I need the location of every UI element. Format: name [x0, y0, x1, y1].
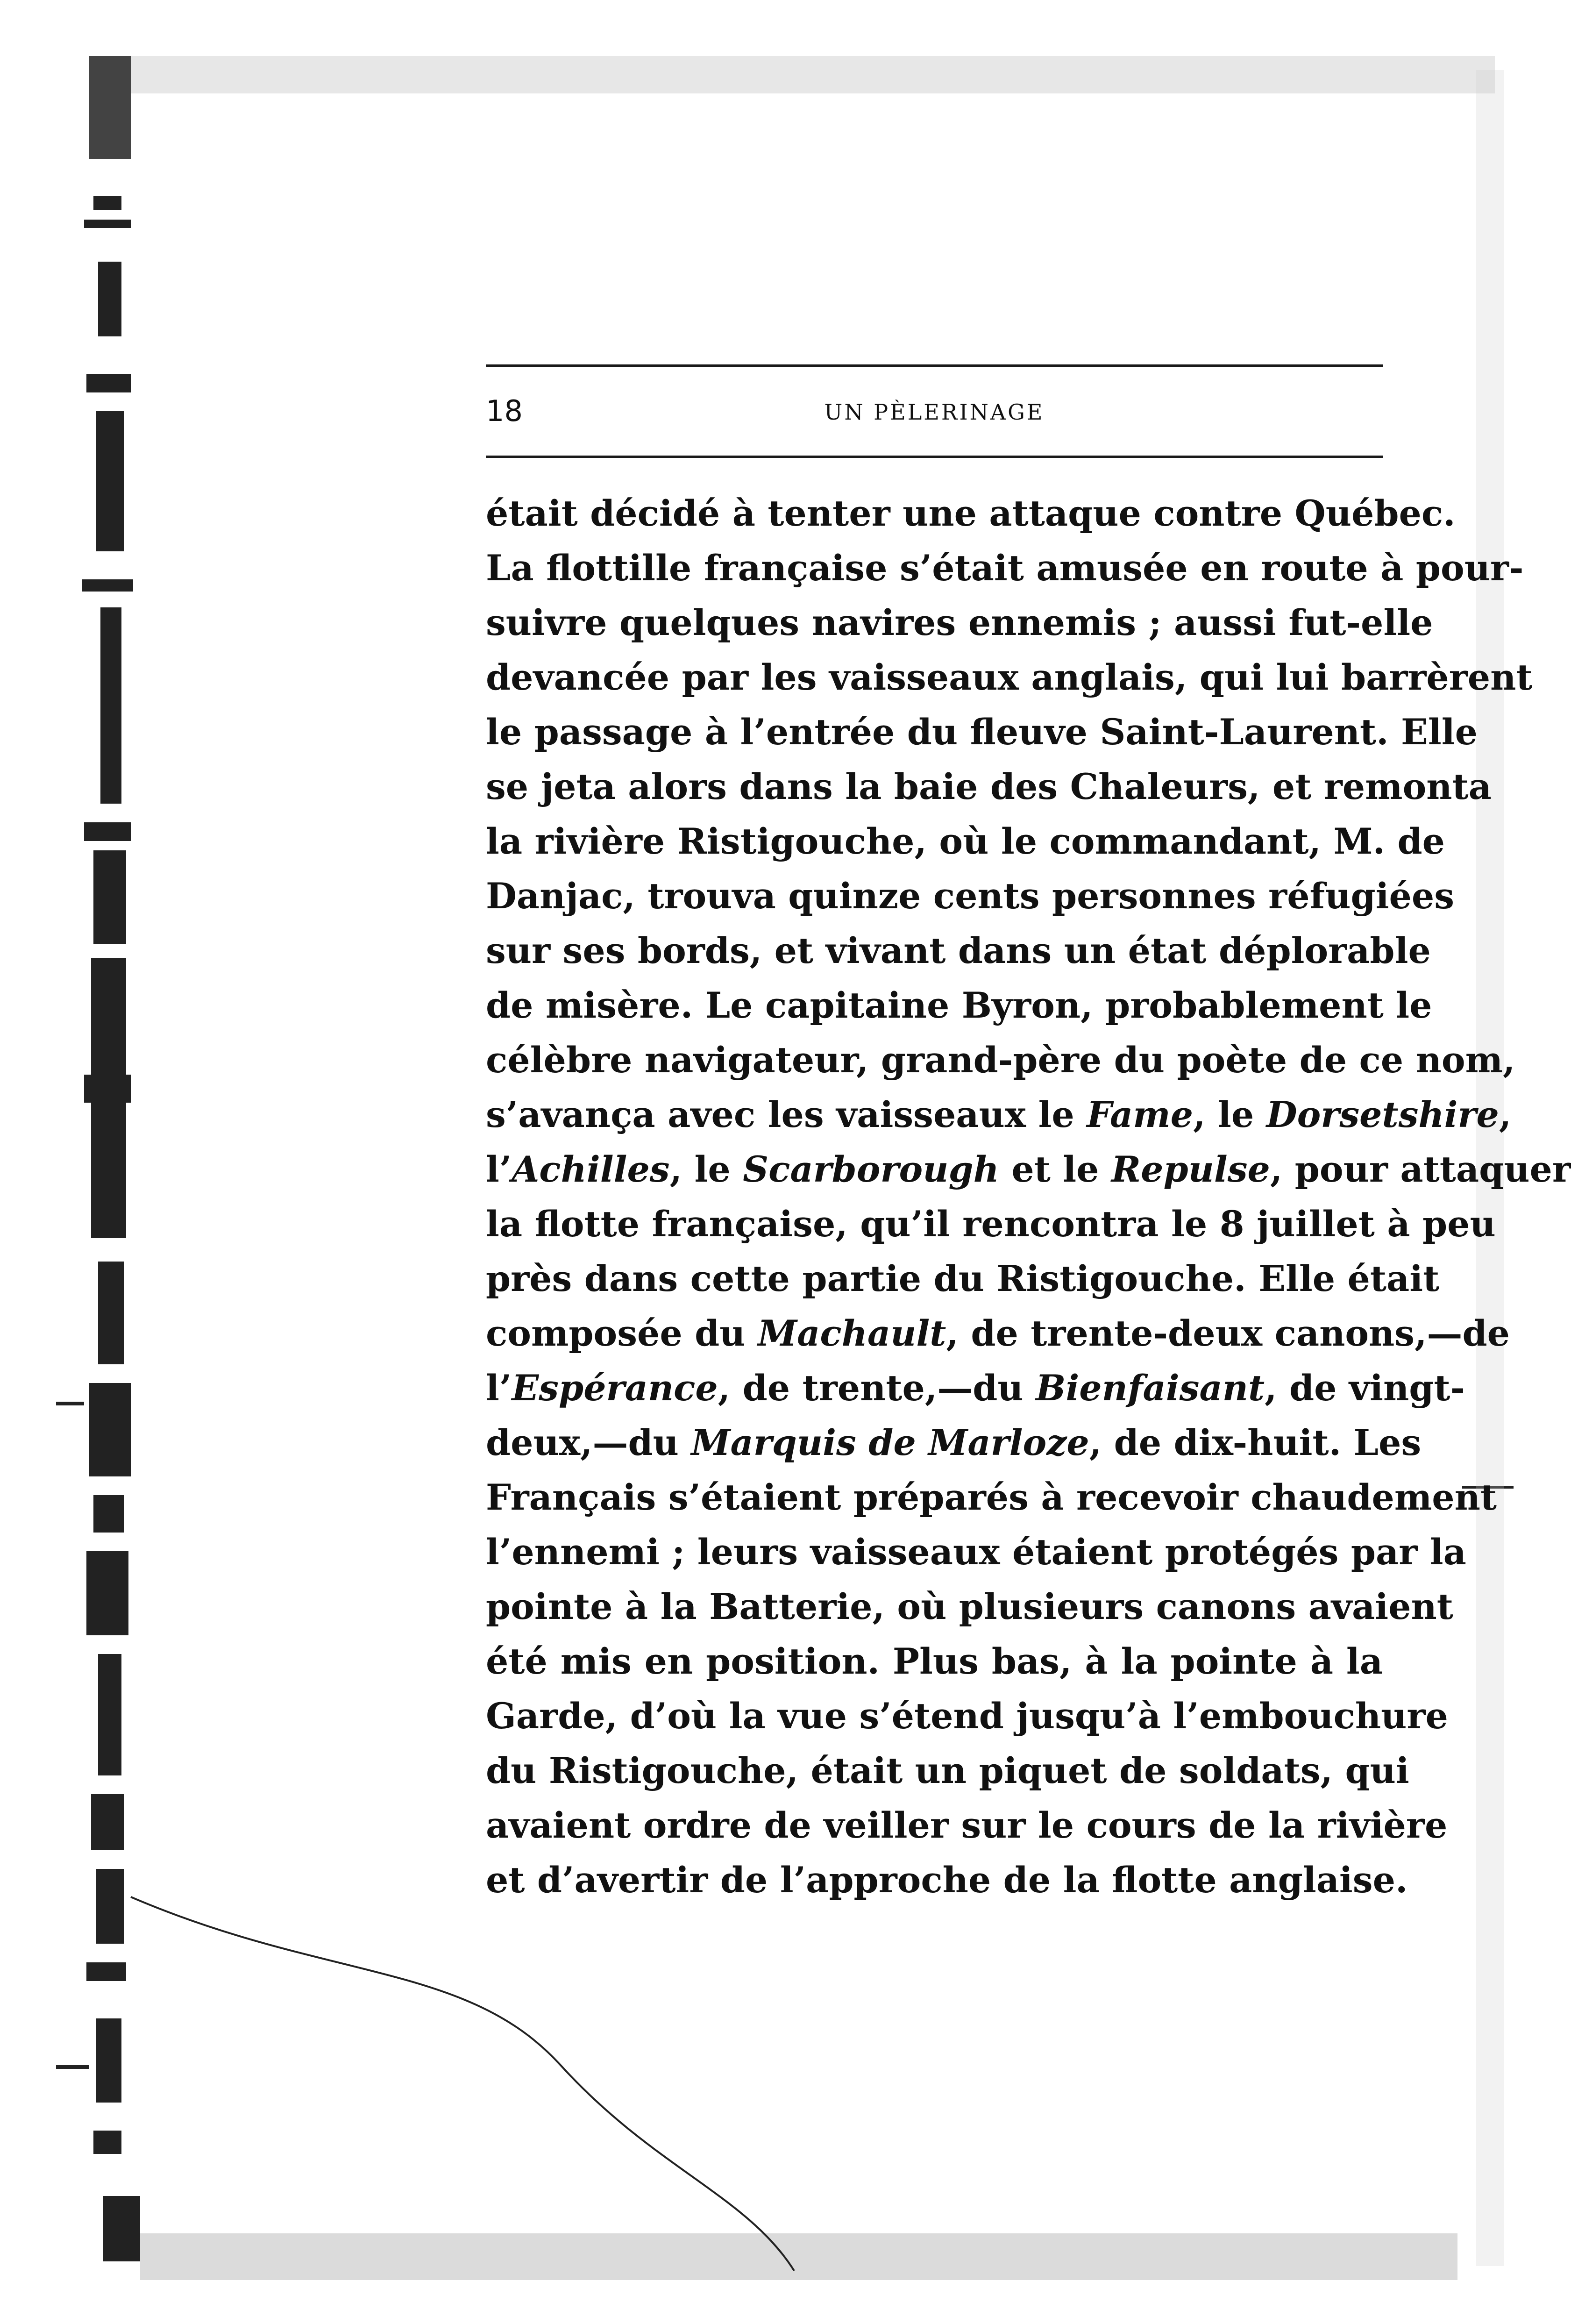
text-run: l’ennemi ; leurs vaisseaux étaient protégés par la — [486, 1531, 1466, 1573]
text-line — [486, 1525, 1466, 1579]
text-line — [486, 1197, 1496, 1251]
ship-name: Dorsetshire — [1266, 1094, 1499, 1135]
text-line — [486, 759, 1492, 814]
text-line — [486, 1306, 1510, 1361]
text-run: , — [1499, 1094, 1512, 1135]
text-line — [486, 1743, 1409, 1798]
text-run: près dans cette partie du Ristigouche. Elle était — [486, 1258, 1440, 1299]
text-run: , de vingt- — [1265, 1367, 1465, 1409]
ship-name: Repulse — [1111, 1148, 1270, 1190]
ship-name: Achilles — [512, 1148, 670, 1190]
text-run: Garde, d’où la vue s’étend jusqu’à l’embouchure — [486, 1695, 1448, 1737]
text-run: Danjac, trouva quinze cents personnes réfugiées — [486, 875, 1455, 917]
text-run: et d’avertir de l’approche de la flotte anglaise. — [486, 1859, 1408, 1901]
text-run: avaient ordre de veiller sur le cours de la rivière — [486, 1804, 1448, 1846]
text-line — [486, 978, 1432, 1033]
page-number: 18 — [486, 394, 523, 428]
text-line — [486, 650, 1533, 705]
text-run: La flottille française s’était amusée en route à pour- — [486, 547, 1524, 589]
text-run: Français s’étaient préparés à recevoir chaudement — [486, 1476, 1497, 1518]
text-line — [486, 814, 1445, 869]
text-run: s’avança avec les vaisseaux le — [486, 1094, 1087, 1135]
text-line — [486, 486, 1456, 541]
text-run: , le — [669, 1148, 743, 1190]
text-run: composée du — [486, 1312, 758, 1354]
ship-name: Fame — [1087, 1094, 1194, 1135]
text-line — [486, 595, 1433, 650]
book-page — [486, 364, 1571, 1907]
running-head: UN PÈLERINAGE — [824, 399, 1045, 425]
text-run: devancée par les vaisseaux anglais, qui lui barrèrent — [486, 656, 1533, 698]
ship-name: Machault — [758, 1312, 946, 1354]
text-run: , le — [1193, 1094, 1266, 1135]
bottom-edge-fuzz — [140, 2233, 1457, 2280]
text-line — [486, 1033, 1515, 1087]
text-run: été mis en position. Plus bas, à la pointe à la — [486, 1640, 1383, 1682]
text-run: était décidé à tenter une attaque contre Québec. — [486, 492, 1456, 534]
top-edge-fuzz — [131, 56, 1495, 93]
ship-name: Espérance — [512, 1367, 718, 1409]
text-run: suivre quelques navires ennemis ; aussi fut-elle — [486, 602, 1433, 643]
text-run: , pour attaquer — [1270, 1148, 1571, 1190]
text-run: , de trente-deux canons,—de — [946, 1312, 1510, 1354]
text-line — [486, 1579, 1453, 1634]
ship-name: Scarborough — [743, 1148, 999, 1190]
ship-name: Marquis de Marloze — [691, 1422, 1089, 1463]
text-line — [486, 1634, 1383, 1689]
text-run: l’ — [486, 1148, 512, 1190]
text-line — [486, 923, 1431, 978]
header-bottom-rule — [486, 456, 1383, 458]
text-run: la rivière Ristigouche, où le commandant, M. de — [486, 820, 1445, 862]
text-line — [486, 1689, 1448, 1743]
stray-curve-line — [131, 1897, 794, 2271]
text-run: pointe à la Batterie, où plusieurs canons avaient — [486, 1586, 1453, 1627]
page-header — [486, 367, 1383, 456]
text-run: la flotte française, qu’il rencontra le 8 juillet à peu — [486, 1203, 1496, 1245]
text-run: et le — [999, 1148, 1111, 1190]
text-line — [486, 1470, 1497, 1525]
text-run: le passage à l’entrée du fleuve Saint-Laurent. Elle — [486, 711, 1478, 753]
text-run: sur ses bords, et vivant dans un état déplorable — [486, 930, 1431, 971]
text-line — [486, 869, 1455, 923]
text-run: célèbre navigateur, grand-père du poète de ce nom, — [486, 1039, 1515, 1081]
text-line — [486, 1142, 1571, 1197]
text-line — [486, 1087, 1512, 1142]
text-run: du Ristigouche, était un piquet de soldats, qui — [486, 1750, 1409, 1791]
body-text — [486, 486, 1571, 1907]
text-run: , de trente,—du — [718, 1367, 1036, 1409]
text-line — [486, 705, 1478, 759]
text-run: se jeta alors dans la baie des Chaleurs, et remonta — [486, 766, 1492, 807]
text-run: l’ — [486, 1367, 512, 1409]
text-run: de misère. Le capitaine Byron, probablement le — [486, 984, 1432, 1026]
text-line — [486, 1251, 1440, 1306]
text-line — [486, 1361, 1465, 1415]
text-line — [486, 1798, 1448, 1853]
text-line — [486, 1853, 1408, 1907]
text-line — [486, 1415, 1422, 1470]
text-run: deux,—du — [486, 1422, 691, 1463]
text-run: , de dix-huit. Les — [1089, 1422, 1422, 1463]
text-line — [486, 541, 1524, 595]
ship-name: Bienfaisant — [1036, 1367, 1265, 1409]
